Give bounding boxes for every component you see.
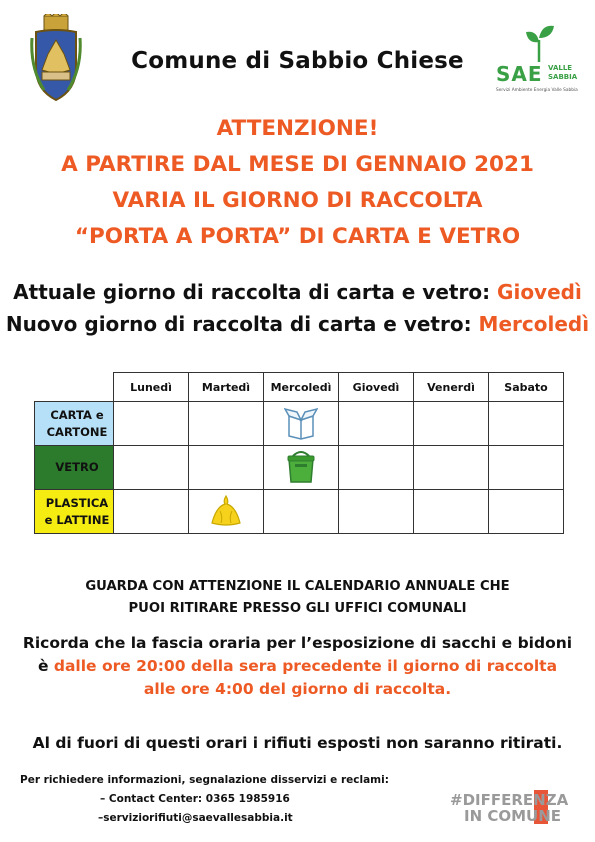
calendar-cell bbox=[114, 402, 189, 446]
headline-line-4: “PORTA A PORTA” DI CARTA E VETRO bbox=[74, 224, 521, 249]
day-header: Mercoledì bbox=[264, 373, 339, 402]
sprout-icon bbox=[522, 22, 556, 62]
calendar-cell bbox=[489, 446, 564, 490]
yellow-bag-icon bbox=[208, 493, 244, 527]
town-name: Comune di Sabbio Chiese bbox=[131, 48, 464, 74]
logo-valle-text: VALLE SABBIA bbox=[548, 64, 578, 81]
row-label-vetro: VETRO bbox=[35, 446, 114, 490]
day-header: Venerdì bbox=[414, 373, 489, 402]
logo-subtitle: Servizi Ambiente Energia Valle Sabbia bbox=[496, 88, 578, 93]
hours-notice: Ricorda che la fascia oraria per l’esposizione di sacchi e bidoni è dalle ore 20:00 della sera precedente il giorno di raccolta alle ore 4:00 del giorno di raccolta. bbox=[22, 634, 573, 698]
differenza-in-comune-logo bbox=[450, 790, 580, 824]
calendar-row-plastica bbox=[35, 490, 564, 534]
calendar-cell bbox=[339, 446, 414, 490]
calendar-cell bbox=[189, 446, 264, 490]
headline-line-1: ATTENZIONE! bbox=[216, 116, 379, 141]
day-header: Sabato bbox=[489, 373, 564, 402]
calendar-cell bbox=[114, 446, 189, 490]
warning-text: Al di fuori di questi orari i rifiuti esposti non saranno ritirati. bbox=[32, 734, 563, 752]
logo-sae-text: SAE bbox=[496, 62, 543, 86]
calendar-cell bbox=[339, 402, 414, 446]
collection-calendar bbox=[34, 372, 564, 534]
calendar-cell bbox=[339, 490, 414, 534]
new-day-line: Nuovo giorno di raccolta di carta e vetro: Mercoledì bbox=[5, 312, 590, 336]
row-label-plastica: PLASTICA e LATTINE bbox=[35, 490, 114, 534]
headline-line-2: A PARTIRE DAL MESE DI GENNAIO 2021 bbox=[61, 152, 534, 177]
calendar-cell bbox=[114, 490, 189, 534]
calendar-notice: GUARDA CON ATTENZIONE IL CALENDARIO ANNUALE CHE PUOI RITIRARE PRESSO GLI UFFICI COMUNALI bbox=[85, 579, 510, 616]
row-label-carta: CARTA e CARTONE bbox=[35, 402, 114, 446]
calendar-cell bbox=[264, 446, 339, 490]
calendar-row-carta bbox=[35, 402, 564, 446]
calendar-cell bbox=[414, 490, 489, 534]
logo-line-2: IN COMUNE bbox=[464, 807, 562, 824]
contact-info: Per richiedere informazioni, segnalazione disservizi e reclami: – Contact Center: 0365 1985916 –serviziorifiuti@saevallesabbia.it bbox=[20, 771, 389, 828]
calendar-cell bbox=[189, 490, 264, 534]
logo-line-1: #DIFFERENZA bbox=[450, 791, 569, 809]
sae-valle-sabbia-logo bbox=[494, 22, 580, 102]
glass-bin-icon bbox=[284, 447, 318, 485]
new-day: Mercoledì bbox=[478, 312, 590, 336]
calendar-corner bbox=[35, 373, 114, 402]
calendar-cell bbox=[489, 402, 564, 446]
day-header: Giovedì bbox=[339, 373, 414, 402]
calendar-cell bbox=[264, 490, 339, 534]
current-day-line: Attuale giorno di raccolta di carta e vetro: Giovedì bbox=[13, 280, 582, 304]
calendar-cell bbox=[414, 402, 489, 446]
calendar-cell bbox=[489, 490, 564, 534]
calendar-cell bbox=[414, 446, 489, 490]
headline-line-3: VARIA IL GIORNO DI RACCOLTA bbox=[112, 188, 483, 213]
contact-email[interactable]: –serviziorifiuti@saevallesabbia.it bbox=[98, 812, 293, 824]
calendar-header-row bbox=[35, 373, 564, 402]
day-header: Lunedì bbox=[114, 373, 189, 402]
day-header: Martedì bbox=[189, 373, 264, 402]
current-day: Giovedì bbox=[497, 280, 582, 304]
paper-box-icon bbox=[284, 404, 318, 440]
contact-phone: – Contact Center: 0365 1985916 bbox=[100, 793, 290, 805]
calendar-cell bbox=[264, 402, 339, 446]
calendar-row-vetro bbox=[35, 446, 564, 490]
calendar-cell bbox=[189, 402, 264, 446]
